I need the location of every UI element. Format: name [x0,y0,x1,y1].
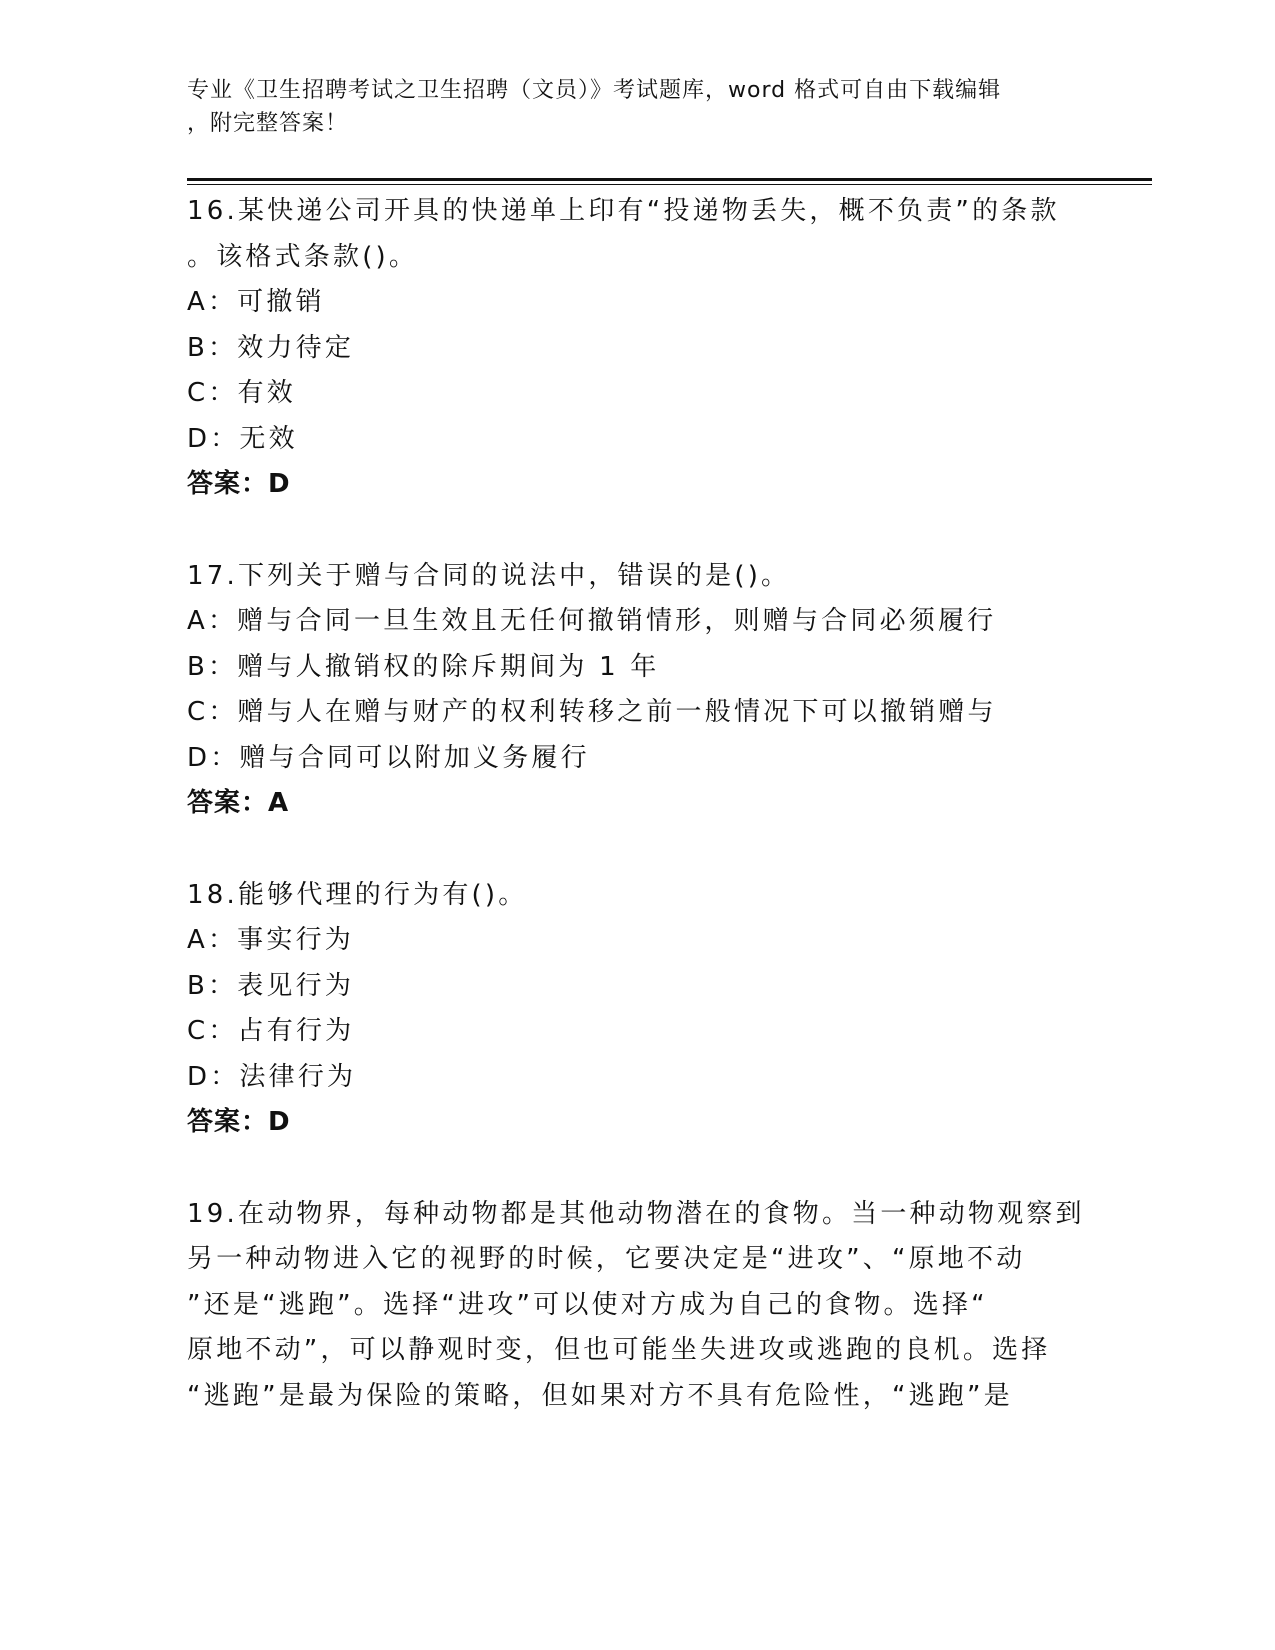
header-line: 专业《卫生招聘考试之卫生招聘（文员）》考试题库，word 格式可自由下载编辑 [187,78,1002,103]
option-c: C：赠与人在赠与财产的权利转移之前一般情况下可以撤销赠与 [187,697,997,727]
question-17 [187,554,1087,827]
spacer [187,508,1087,554]
answer-label: 答案：A [187,788,290,818]
question-list [187,189,1087,1419]
header-line: ，附完整答案！ [187,111,349,136]
question-text: 16.某快递公司开具的快递单上印有“投递物丢失，概不负责”的条款 [187,196,1060,226]
answer-label: 答案：D [187,469,291,499]
header-divider-thin [187,184,1152,185]
option-d: D：无效 [187,423,298,454]
question-text: 。该格式条款()。 [187,241,419,272]
question-18 [187,873,1087,1146]
option-d: D：法律行为 [187,1061,357,1092]
option-d: D：赠与合同可以附加义务履行 [187,742,590,773]
spacer [187,827,1087,873]
question-text: 19.在动物界，每种动物都是其他动物潜在的食物。当一种动物观察到 [187,1198,1085,1229]
question-text: 18.能够代理的行为有()。 [187,879,528,910]
question-text: 另一种动物进入它的视野的时候，它要决定是“进攻”、“原地不动 [187,1244,1026,1274]
question-text: 原地不动”，可以静观时变，但也可能坐失进攻或逃跑的良机。选择 [187,1335,1051,1365]
header-divider-thick [187,178,1152,181]
question-text: 17.下列关于赠与合同的说法中，错误的是()。 [187,560,791,591]
answer-label: 答案：D [187,1107,291,1137]
option-a: A：赠与合同一旦生效且无任何撤销情形，则赠与合同必须履行 [187,606,997,636]
option-a: A：可撤销 [187,287,325,317]
option-b: B：效力待定 [187,332,355,363]
option-a: A：事实行为 [187,925,354,955]
spacer [187,1146,1087,1192]
question-text: ”还是“逃跑”。选择“进攻”可以使对方成为自己的食物。选择“ [187,1289,988,1320]
option-b: B：表见行为 [187,970,355,1001]
question-19 [187,1192,1087,1420]
option-c: C：占有行为 [187,1016,355,1046]
option-c: C：有效 [187,378,296,408]
question-16 [187,189,1087,508]
option-b: B：赠与人撤销权的除斥期间为 1 年 [187,651,660,682]
question-text: “逃跑”是最为保险的策略，但如果对方不具有危险性，“逃跑”是 [187,1380,1013,1411]
document-header [187,74,1067,140]
